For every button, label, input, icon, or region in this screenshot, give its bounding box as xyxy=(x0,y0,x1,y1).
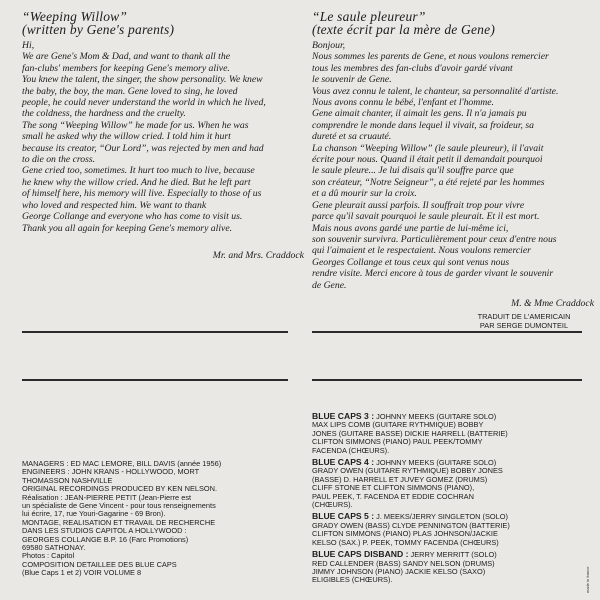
blue-caps-5-text: J. MEEKS/JERRY SINGLETON (SOLO) GRADY OWEN (BASS) CLYDE PENNINGTON (BATTERIE) CLIFTON SIMMONS (PIANO) PLAS JOHNSON/JACKIE KELSO (SAX.) P. PEEK, TOMMY FACENDA (CHŒURS) xyxy=(312,512,510,547)
rule-right-bottom xyxy=(312,379,582,381)
blue-caps-3-text: JOHNNY MEEKS (GUITARE SOLO) MAX LIPS COMB (GUITARE RYTHMIQUE) BOBBY JONES (GUITARE BASSE) DICKIE HARRELL (BATTERIE) CLIFTON SIMMONS (PIANO) PAUL PEEK/TOMMY FACENDA (CHŒURS). xyxy=(312,412,508,455)
english-body: Hi, We are Gene's Mom & Dad, and want to thank all the fan-clubs' members for keeping Gene's memory alive. You knew the talent, the singer, the show personality. We knew the baby, the boy, the man. Gene loved to sing, he loved people, he could never understand the world in which he lived, the coldness, the hardness and the cruelty. The song “Weeping Willow” he made for us. When he was small he asked why the willow cried. I told him it hurt because its creator, “Our Lord”, was rejected by men and had to die on the cross. Gene cried too, sometimes. It hurt too much to live, because he knew why the willow cried. And he died. But he left part of himself here, his memory will live. Especially to those of us who loved and respected him. We want to thank George Collange and everyone who has come to visit us. Thank you all again for keeping Gene's memory alive. xyxy=(22,40,266,234)
made-in-france-sticker: made in france xyxy=(585,566,590,593)
french-letter xyxy=(312,10,594,330)
rule-right-top xyxy=(312,331,582,333)
blue-caps-4 xyxy=(312,458,582,509)
french-title: “Le saule pleureur” xyxy=(312,9,426,24)
rule-left-top xyxy=(22,331,288,333)
production-credits: MANAGERS : ED MAC LEMORE, BILL DAVIS (année 1956) ENGINEERS : JOHN KRANS - HOLLYWOOD, MORT THOMASSON NASHVILLE ORIGINAL RECORDINGS PRODUCED BY KEN NELSON. Réalisation : JEAN-PIERRE PETIT (Jean-Pierre est un spécialiste de Gene Vincent - pour tous renseignements lui écrire, 17, rue Youri-Gagarine - 69 Bron). MONTAGE, REALISATION ET TRAVAIL DE RECHERCHE DANS LES STUDIOS CAPITOL A HOLLYWOOD : GEORGES COLLANGE B.P. 16 (Farc Promotions) 69580 SATHONAY. Photos : Capitol COMPOSITION DETAILLEE DES BLUE CAPS (Blue Caps 1 et 2) VOIR VOLUME 8 xyxy=(22,459,222,578)
french-signature: M. & Mme Craddock xyxy=(511,297,594,309)
translator-credit: TRADUIT DE L'AMERICAIN PAR SERGE DUMONTEIL xyxy=(477,311,571,330)
rule-left-bottom xyxy=(22,379,288,381)
english-letter xyxy=(22,10,304,261)
french-subtitle: (texte écrit par la mère de Gene) xyxy=(312,22,496,37)
blue-caps-disband-text: JERRY MERRITT (SOLO) RED CALLENDER (BASS) SANDY NELSON (DRUMS) JIMMY JOHNSON (PIANO) JACKIE KELSO (SAXO) ELIGIBLES (CHŒURS). xyxy=(312,550,497,585)
english-title: “Weeping Willow” xyxy=(22,9,128,24)
english-signature: Mr. and Mrs. Craddock xyxy=(212,249,304,261)
blue-caps-5-head: BLUE CAPS 5 : xyxy=(312,511,375,522)
blue-caps-lineup xyxy=(312,412,582,588)
blue-caps-disband xyxy=(312,550,582,585)
french-body: Bonjour, Nous sommes les parents de Gene, et nous voulons remercier tous les membres des fan-clubs d'avoir gardé vivant le souvenir de Gene. Vous avez connu le talent, le chanteur, sa personnalité d'artiste. Nous avons connu le bébé, l'enfant et l'homme. Gene aimait chanter, il aimait les gens. Il n'a jamais pu comprendre le monde dans lequel il vivait, sa froideur, sa dureté et sa cruauté. La chanson “Weeping Willow” (le saule pleureur), il l'avait écrite pour nous. Quand il était petit il demandait pourquoi le saule pleure... Je lui disais qu'il souffre parce que son créateur, “Notre Seigneur”, a été rejeté par les hommes et a dû mourir sur la croix. Gene pleurait aussi parfois. Il souffrait trop pour vivre parce qu'il savait pourquoi le saule pleurait. Et il est mort. Mais nous avons gardé une partie de lui-même ici, son souvenir survivra. Particulièrement pour ceux d'entre nous qui l'aimaient et le respectaient. Nous voulons remercier Georges Collange et tous ceux qui sont venus nous rendre visite. Merci encore à tous de garder vivant le souvenir de Gene. xyxy=(312,40,559,291)
blue-caps-4-text: JOHNNY MEEKS (GUITARE SOLO) GRADY OWEN (GUITARE RYTHMIQUE) BOBBY JONES (BASSE) D. HARRELL ET JUVEY GOMEZ (DRUMS) CLIFF STONE ET CLIFTON SIMMONS (PIANO), PAUL PEEK, T. FACENDA ET EDDIE COCHRAN (CHŒURS). xyxy=(312,458,503,510)
blue-caps-disband-head: BLUE CAPS DISBAND : xyxy=(312,549,409,560)
blue-caps-3-head: BLUE CAPS 3 : xyxy=(312,411,375,421)
blue-caps-4-head: BLUE CAPS 4 : xyxy=(312,457,375,468)
blue-caps-3 xyxy=(312,412,582,455)
english-subtitle: (written by Gene's parents) xyxy=(22,22,175,37)
blue-caps-5 xyxy=(312,512,582,547)
